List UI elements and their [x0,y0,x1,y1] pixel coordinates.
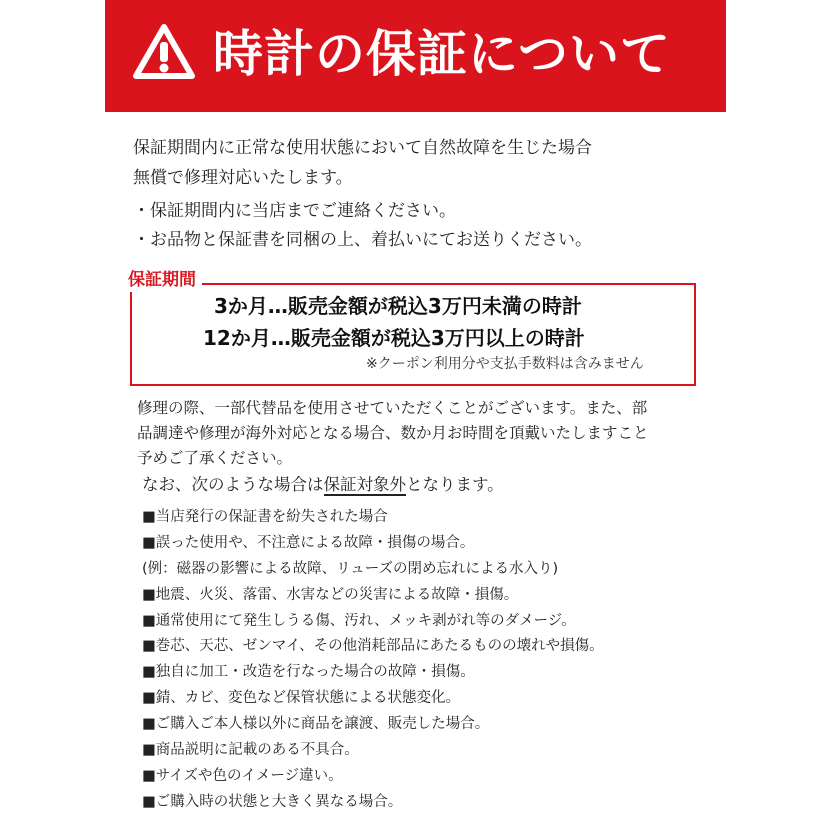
exclusion-case-list [142,505,604,816]
exclusion-case: ■ご購入ご本人様以外に商品を譲渡、販売した場合。 [142,716,490,733]
intro-line: 無償で修理対応いたします。 [133,168,353,188]
page-title: 時計の保証について [213,25,671,83]
bullet-item: ・保証期間内に当店までご連絡ください。 [133,201,456,221]
warranty-period-3-months: 3か月…販売金額が税込3万円未満の時計 [214,294,582,318]
exclusion-case: ■サイズや色のイメージ違い。 [142,767,343,784]
exclusion-case: ■ご購入時の状態と大きく異なる場合。 [142,793,403,810]
exclusion-prefix: なお、次のような場合は [142,475,324,494]
intro-line: 保証期間内に正常な使用状態において自然故障を生じた場合 [133,138,592,158]
repair-line: 修理の際、一部代替品を使用させていただくことがございます。また、部 [137,399,648,417]
warning-triangle-icon [131,22,197,82]
repair-line: 品調達や修理が海外対応となる場合、数か月お時間を頂戴いたしますこと [137,424,649,442]
warranty-period-note: ※クーポン利用分や支払手数料は含みません [366,356,644,372]
exclusion-case: ■商品説明に記載のある不具合。 [142,742,359,759]
exclusion-case: ■誤った使用や、不注意による故障・損傷の場合。 [142,534,475,551]
intro-paragraph [133,133,592,194]
exclusion-case-example: (例：磁器の影響による故障、リューズの閉め忘れによる水入り) [142,560,559,577]
exclusion-case: ■巻芯、天芯、ゼンマイ、その他消耗部品にあたるものの壊れや損傷。 [142,638,604,655]
exclusion-case: ■独自に加工・改造を行なった場合の故障・損傷。 [142,664,475,681]
warranty-period-label: 保証期間 [124,268,202,292]
exclusion-case: ■当店発行の保証書を紛失された場合 [142,509,388,525]
repair-paragraph [137,396,649,471]
bullet-list [133,197,592,255]
exclusion-heading [142,472,504,498]
exclusion-suffix: となります。 [406,475,504,494]
bullet-item: ・お品物と保証書を同梱の上、着払いにてお送りください。 [133,230,592,250]
warranty-period-12-months: 12か月…販売金額が税込3万円以上の時計 [203,326,585,350]
repair-line: 予めご了承ください。 [137,449,293,467]
exclusion-case: ■地震、火災、落雷、水害などの災害による故障・損傷。 [142,586,519,603]
exclusion-case: ■通常使用にて発生しうる傷、汚れ、メッキ剥がれ等のダメージ。 [142,612,576,629]
exclusion-underlined: 保証対象外 [323,475,406,494]
exclusion-case: ■錆、カビ、変色など保管状態による状態変化。 [142,690,461,707]
title-banner [105,0,726,112]
